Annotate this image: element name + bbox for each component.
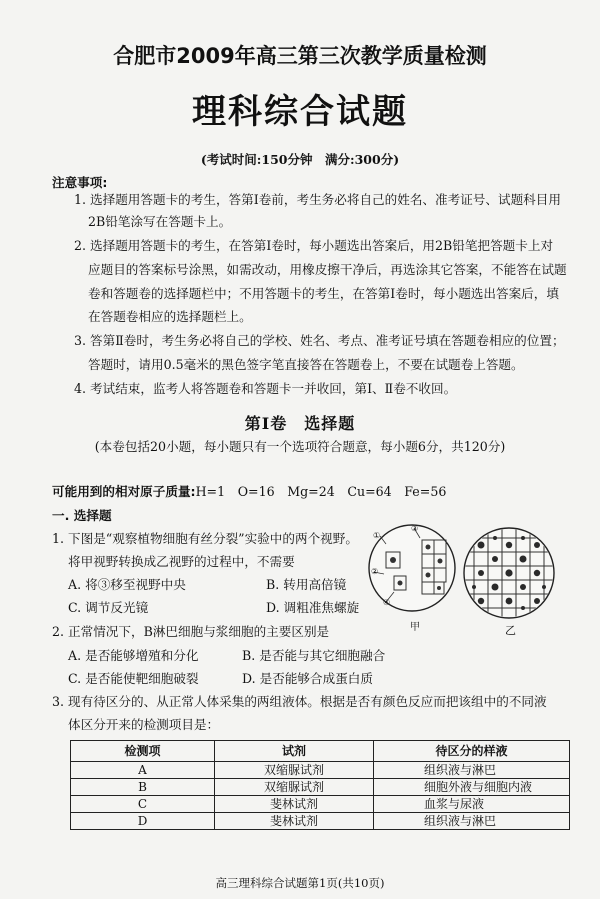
atomic-mass-line [52,484,446,500]
time-info: (考试时间:150分钟 满分:300分) [200,152,400,167]
notice-line: 卷和答题卷的选择题栏中；不用答题卡的考生，在答第Ⅰ卷时，每小题选出答案后，填 [88,286,559,301]
section-note: (本卷包括20小题，每小题只有一个选项符合题意，每小题6分，共120分) [94,439,506,454]
table-cell: B [71,779,215,796]
section-title: 第Ⅰ卷 选择题 [244,414,356,433]
q2-stem: 2. 正常情况下，B淋巴细胞与浆细胞的主要区别是 [52,624,330,639]
table-cell: 斐林试剂 [215,813,374,830]
notice-line: 应题目的答案标号涂黑，如需改动，用橡皮擦干净后，再选涂其它答案，不能答在试题 [88,262,567,277]
table-cell: A [71,762,215,779]
table-header: 试剂 [215,741,374,762]
notice-line: 答题时，请用0.5毫米的黑色签字笔直接答在答题卷上，不要在试题卷上答题。 [88,357,524,372]
part-heading: 一. 选择题 [52,508,112,523]
table-cell: C [71,796,215,813]
q2-option-a: A. 是否能够增殖和分化 [68,648,199,663]
q1-stem: 1. 下图是“观察植物细胞有丝分裂”实验中的两个视野。 [52,531,358,546]
table-cell: 组织液与淋巴 [374,762,570,779]
table-cell: 血浆与尿液 [374,796,570,813]
q1-stem-2: 将甲视野转换成乙视野的过程中，不需要 [68,554,295,569]
table-row [71,796,570,813]
fig-mark-2: ② [371,567,379,576]
notice-line: 2. 选择题用答题卡的考生，在答第Ⅰ卷时，每小题选出答案后，用2B铅笔把答题卡上对 [74,238,554,253]
notice-line: 3. 答第Ⅱ卷时，考生务必将自己的学校、姓名、考点、准考证号填在答题卷相应的位置； [74,333,565,348]
exam-title: 合肥市2009年高三第三次教学质量检测 [113,44,487,68]
table-cell: D [71,813,215,830]
notice-line: 在答题卷相应的选择题栏上。 [88,309,252,324]
microscope-field-right [462,526,556,620]
fig-label-yi: 乙 [505,624,516,637]
table-header: 检测项 [71,741,215,762]
table-row [71,779,570,796]
fig-mark-1: ① [373,531,381,540]
q3-stem: 3. 现有待区分的、从正常人体采集的两组液体。根据是否有颜色反应而把该组中的不同液 [52,694,547,709]
atomic-mass-label: 可能用到的相对原子质量: [52,484,196,499]
table-cell: 双缩脲试剂 [215,779,374,796]
table-cell: 斐林试剂 [215,796,374,813]
q2-option-d: D. 是否能够合成蛋白质 [242,671,373,686]
table-header-row [71,741,570,762]
q1-option-b: B. 转用高倍镜 [266,577,347,592]
q3-table [70,740,570,830]
q1-option-a: A. 将③移至视野中央 [68,577,186,592]
table-cell: 双缩脲试剂 [215,762,374,779]
table-row [71,762,570,779]
q3-stem-2: 体区分开来的检测项目是： [68,717,220,732]
page-footer: 高三理科综合试题第1页(共10页) [215,876,385,890]
notice-line: 2B铅笔涂写在答题卡上。 [88,214,232,229]
q2-option-b: B. 是否能与其它细胞融合 [242,648,386,663]
table-cell: 组织液与淋巴 [374,813,570,830]
notice-line: 1. 选择题用答题卡的考生，答第Ⅰ卷前，考生务必将自己的姓名、准考证号、试题科目用 [74,192,561,207]
q1-option-d: D. 调粗准焦螺旋 [266,600,360,615]
notice-heading: 注意事项: [52,175,108,190]
atomic-mass-values: H=1 O=16 Mg=24 Cu=64 Fe=56 [195,484,447,499]
notice-line: 4. 考试结束，监考人将答题卷和答题卡一并收回，第Ⅰ、Ⅱ卷不收回。 [74,381,457,396]
table-cell: 细胞外液与细胞内液 [374,779,570,796]
table-header: 待区分的样液 [374,741,570,762]
fig-mark-3: ③ [411,524,419,533]
table-row [71,813,570,830]
q2-option-c: C. 是否能使靶细胞破裂 [68,671,199,686]
subject-title: 理科综合试题 [192,92,408,132]
q1-option-c: C. 调节反光镜 [68,600,149,615]
fig-mark-4: ④ [383,598,391,607]
fig-label-jia: 甲 [410,622,420,633]
